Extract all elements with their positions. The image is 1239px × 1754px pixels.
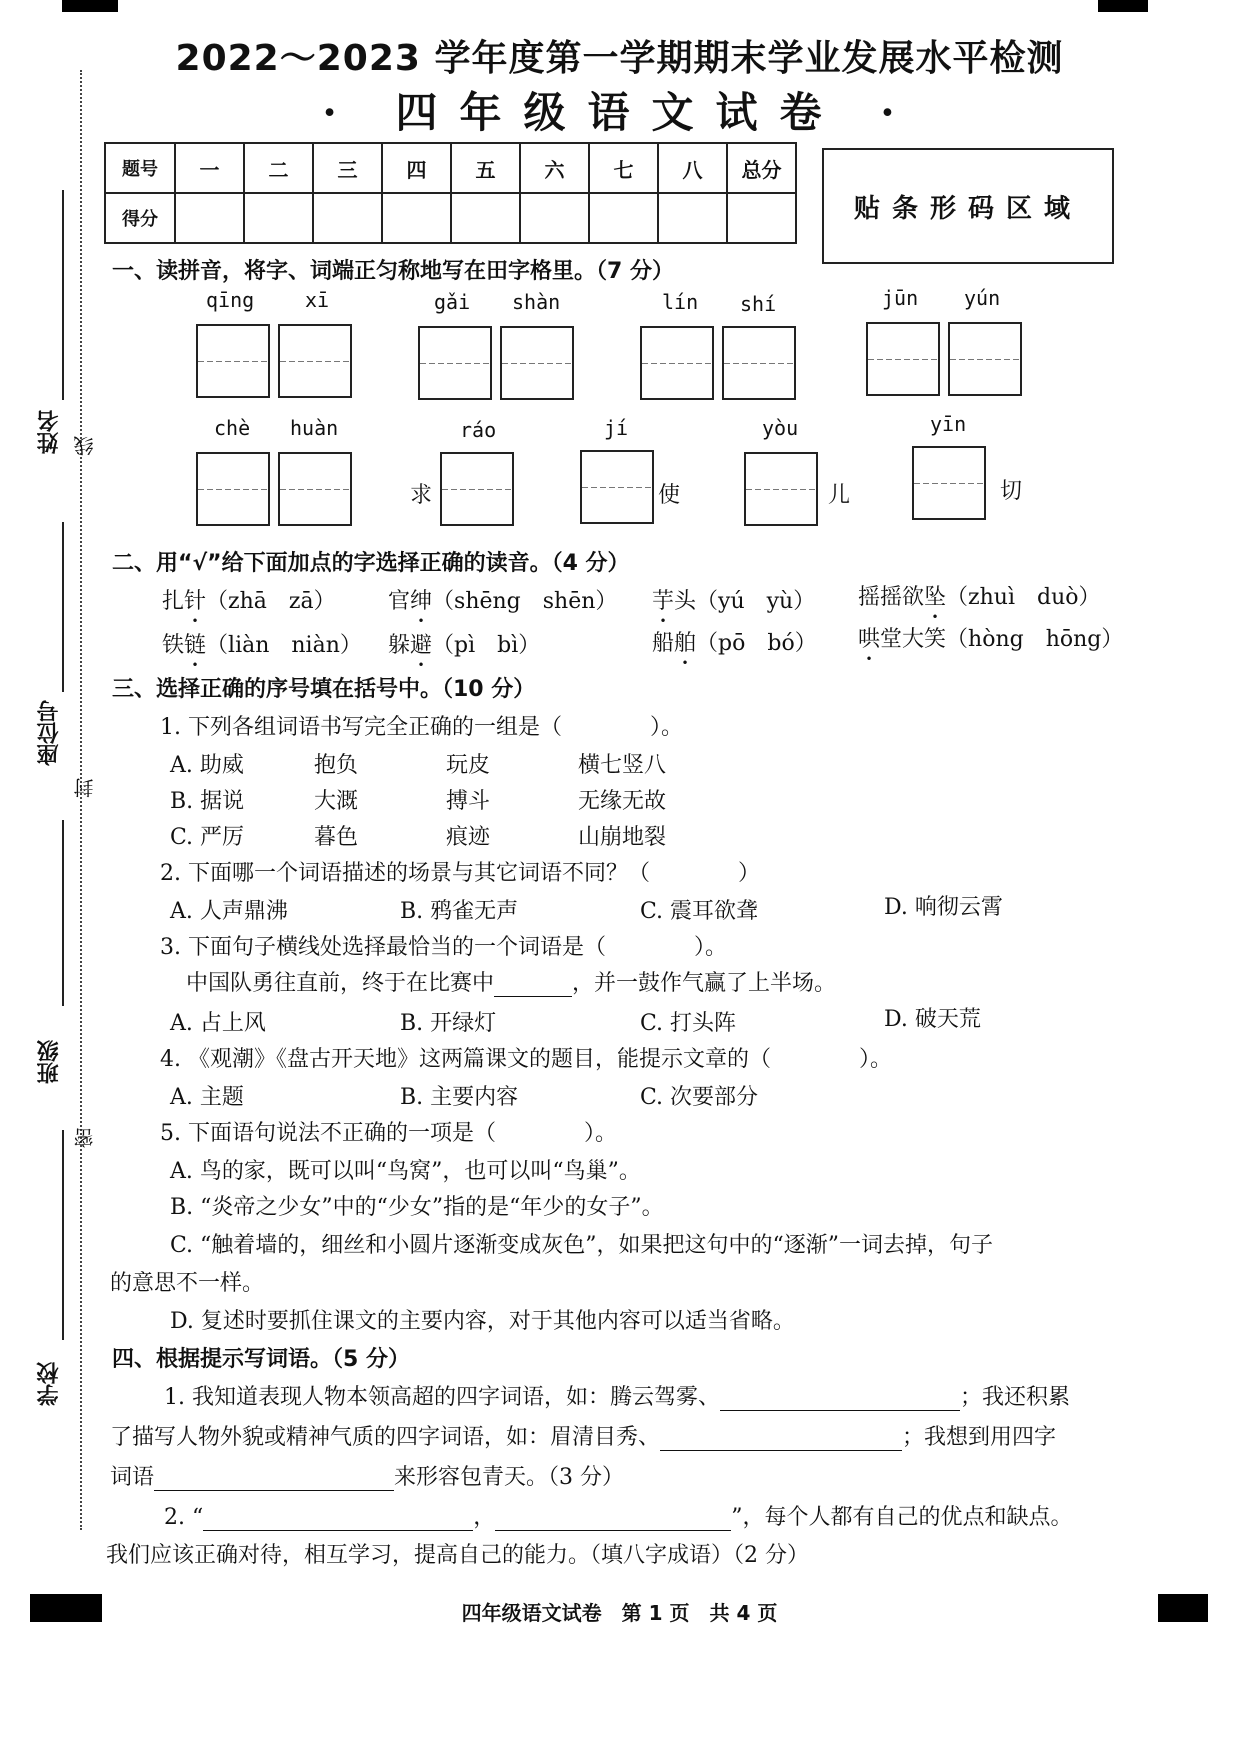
pinyin: lín — [662, 290, 699, 314]
q5-option-c[interactable]: C. “触着墙的，细丝和小圆片逐渐变成灰色”，如果把这句中的“逐渐”一词去掉，句子 — [170, 1233, 994, 1258]
tianzige-box[interactable] — [722, 326, 796, 400]
score-table — [104, 142, 797, 244]
score-cell-header: 七 — [589, 143, 658, 193]
q1-word: 搏斗 — [446, 789, 491, 814]
q4-option-c[interactable]: C. 次要部分 — [640, 1085, 759, 1110]
score-cell-header: 五 — [451, 143, 520, 193]
q1-word: 无缘无故 — [578, 789, 667, 814]
fill-in-blank[interactable] — [720, 1388, 960, 1411]
score-input-cell[interactable] — [244, 193, 313, 243]
registration-mark-top-right — [1098, 0, 1148, 12]
fill-in-blank[interactable] — [495, 1508, 731, 1531]
section-1-heading: 一、读拼音，将字、词端正匀称地写在田字格里。（7 分） — [112, 259, 674, 284]
question-4: 4. 《观潮》《盘古开天地》这两篇课文的题目，能提示文章的（ ）。 — [160, 1047, 892, 1072]
pinyin: yòu — [762, 416, 799, 440]
q3-fill-blank[interactable] — [494, 974, 572, 997]
s4-line-4: 2. “ ， ”，每个人都有自己的优点和缺点。 — [164, 1505, 1073, 1530]
name-blank-line[interactable] — [62, 190, 64, 400]
given-character: 切 — [1000, 479, 1023, 504]
q4-option-b[interactable]: B. 主要内容 — [400, 1085, 519, 1110]
score-cell-header: 总分 — [727, 143, 796, 193]
pinyin: yīn — [930, 412, 967, 436]
tianzige-box[interactable] — [580, 450, 654, 524]
s4-line-5: 我们应该正确对待，相互学习，提高自己的能力。（填八字成语）（2 分） — [106, 1543, 809, 1568]
s4-line-2: 了描写人物外貌或精神气质的四字词语，如：眉清目秀、 ；我想到用四字 — [110, 1425, 1057, 1450]
tianzige-box[interactable] — [278, 324, 352, 398]
score-input-cell[interactable] — [175, 193, 244, 243]
q4-option-a[interactable]: A. 主题 — [170, 1085, 244, 1110]
q1-word: 横七竖八 — [578, 753, 667, 778]
score-cell-header: 二 — [244, 143, 313, 193]
pinyin: xī — [305, 288, 330, 312]
q1-option-b-word: B. 据说 — [170, 789, 245, 814]
tianzige-box[interactable] — [440, 452, 514, 526]
reading-choice-item[interactable]: 摇摇欲坠（zhuì duò） — [858, 585, 1101, 610]
q1-word: 痕迹 — [446, 825, 491, 850]
q1-option-a-word: A. 助威 — [170, 753, 244, 778]
barcode-area: 贴条形码区域 — [822, 148, 1114, 264]
question-3-sentence: 中国队勇往直前，终于在比赛中 ，并一鼓作气赢了上半场。 — [186, 971, 837, 996]
fill-in-blank[interactable] — [154, 1468, 394, 1491]
question-1: 1. 下列各组词语书写完全正确的一组是（ ）。 — [160, 715, 683, 740]
s4-line-3: 词语 来形容包青天。（3 分） — [110, 1465, 625, 1490]
section-3-heading: 三、选择正确的序号填在括号中。（10 分） — [112, 677, 536, 702]
q1-word: 抱负 — [314, 753, 359, 778]
section-2-heading: 二、用“√”给下面加点的字选择正确的读音。（4 分） — [112, 551, 630, 576]
q5-option-c-continued: 的意思不一样。 — [110, 1271, 265, 1296]
fill-in-blank[interactable] — [660, 1428, 902, 1451]
score-input-cell[interactable] — [727, 193, 796, 243]
pinyin: shí — [740, 292, 777, 316]
tianzige-box[interactable] — [744, 452, 818, 526]
tianzige-box[interactable] — [278, 452, 352, 526]
q1-word: 山崩地裂 — [578, 825, 667, 850]
q2-option-a[interactable]: A. 人声鼎沸 — [170, 899, 288, 924]
fill-in-blank[interactable] — [203, 1508, 473, 1531]
score-row-label: 得分 — [105, 193, 175, 243]
pinyin: gǎi — [434, 290, 471, 314]
s4-line-1: 1. 我知道表现人物本领高超的四字词语，如：腾云驾雾、 ；我还积累 — [164, 1385, 1071, 1410]
q3-option-b[interactable]: B. 开绿灯 — [400, 1011, 497, 1036]
section-4-heading: 四、根据提示写词语。（5 分） — [112, 1347, 410, 1372]
score-cell-header: 六 — [520, 143, 589, 193]
score-input-cell[interactable] — [313, 193, 382, 243]
tianzige-box[interactable] — [948, 322, 1022, 396]
question-2: 2. 下面哪一个词语描述的场景与其它词语不同？（ ） — [160, 861, 760, 886]
given-character: 儿 — [828, 483, 851, 508]
pinyin: ráo — [460, 418, 497, 442]
registration-mark-top-left — [62, 0, 118, 12]
pinyin: jí — [604, 416, 629, 440]
score-table-score-row — [105, 193, 796, 243]
tianzige-box[interactable] — [196, 324, 270, 398]
score-input-cell[interactable] — [589, 193, 658, 243]
exam-title: 2022～2023 学年度第一学期期末学业发展水平检测 — [175, 38, 1064, 79]
pinyin: chè — [214, 416, 251, 440]
reading-choice-item[interactable]: 铁链（liàn niàn） — [162, 633, 362, 658]
q5-option-d[interactable]: D. 复述时要抓住课文的主要内容，对于其他内容可以适当省略。 — [170, 1309, 795, 1334]
reading-choice-item[interactable]: 船舶（pō bó） — [652, 631, 817, 656]
school-blank-line[interactable] — [62, 1130, 64, 1340]
given-character: 求 — [410, 483, 433, 508]
q2-option-b[interactable]: B. 鸦雀无声 — [400, 899, 519, 924]
question-3: 3. 下面句子横线处选择最恰当的一个词语是（ ）。 — [160, 935, 727, 960]
pinyin: yún — [964, 286, 1001, 310]
class-blank-line[interactable] — [62, 820, 64, 1006]
score-cell-header: 题号 — [105, 143, 175, 193]
exam-subtitle: · 四年级语文试卷 · — [322, 88, 917, 137]
tianzige-box[interactable] — [418, 326, 492, 400]
q5-option-a[interactable]: A. 鸟的家，既可以叫“鸟窝”，也可以叫“鸟巢”。 — [170, 1159, 641, 1184]
q1-word: 暮色 — [314, 825, 359, 850]
score-cell-header: 八 — [658, 143, 727, 193]
score-table-header-row — [105, 143, 796, 193]
question-5: 5. 下面语句说法不正确的一项是（ ）。 — [160, 1121, 617, 1146]
seal-char: 封 — [73, 778, 97, 798]
score-cell-header: 三 — [313, 143, 382, 193]
score-cell-header: 四 — [382, 143, 451, 193]
seat-number-blank-line[interactable] — [62, 522, 64, 692]
score-input-cell[interactable] — [658, 193, 727, 243]
q2-option-d[interactable]: D. 响彻云霄 — [884, 895, 1003, 920]
q3-option-d[interactable]: D. 破天荒 — [884, 1007, 981, 1032]
tianzige-box[interactable] — [640, 326, 714, 400]
tianzige-box[interactable] — [500, 326, 574, 400]
seat-number-label: 座位号 — [37, 700, 62, 766]
secret-char: 密 — [73, 1128, 97, 1148]
score-cell-header: 一 — [175, 143, 244, 193]
reading-choice-item[interactable]: 官绅（shēng shēn） — [388, 589, 618, 614]
pinyin: shàn — [512, 290, 561, 314]
line-char: 线 — [73, 436, 97, 456]
score-input-cell[interactable] — [382, 193, 451, 243]
q1-word: 大溉 — [314, 789, 359, 814]
pinyin: jūn — [882, 286, 919, 310]
q2-option-c[interactable]: C. 震耳欲聋 — [640, 899, 759, 924]
tianzige-box[interactable] — [912, 446, 986, 520]
score-input-cell[interactable] — [520, 193, 589, 243]
q3-option-c[interactable]: C. 打头阵 — [640, 1011, 737, 1036]
name-label: 姓名 — [37, 410, 62, 454]
page-footer: 四年级语文试卷 第 1 页 共 4 页 — [461, 1601, 778, 1625]
reading-choice-item[interactable]: 哄堂大笑（hòng hōng） — [858, 627, 1124, 652]
q3-option-a[interactable]: A. 占上风 — [170, 1011, 266, 1036]
q1-word: 玩皮 — [446, 753, 491, 778]
tianzige-box[interactable] — [866, 322, 940, 396]
pinyin: huàn — [290, 416, 339, 440]
tianzige-box[interactable] — [196, 452, 270, 526]
q1-option-c-word: C. 严厉 — [170, 825, 245, 850]
score-input-cell[interactable] — [451, 193, 520, 243]
given-character: 使 — [658, 483, 681, 508]
reading-choice-item[interactable]: 芋头（yú yù） — [652, 589, 816, 614]
binding-dotted-line — [80, 70, 82, 1530]
reading-choice-item[interactable]: 扎针（zhā zā） — [162, 589, 336, 614]
class-label: 班级 — [37, 1040, 62, 1084]
q5-option-b[interactable]: B. “炎帝之少女”中的“少女”指的是“年少的女子”。 — [170, 1195, 664, 1220]
reading-choice-item[interactable]: 躲避（pì bì） — [388, 633, 541, 658]
school-label: 学校 — [37, 1362, 62, 1406]
pinyin: qīng — [206, 288, 255, 312]
